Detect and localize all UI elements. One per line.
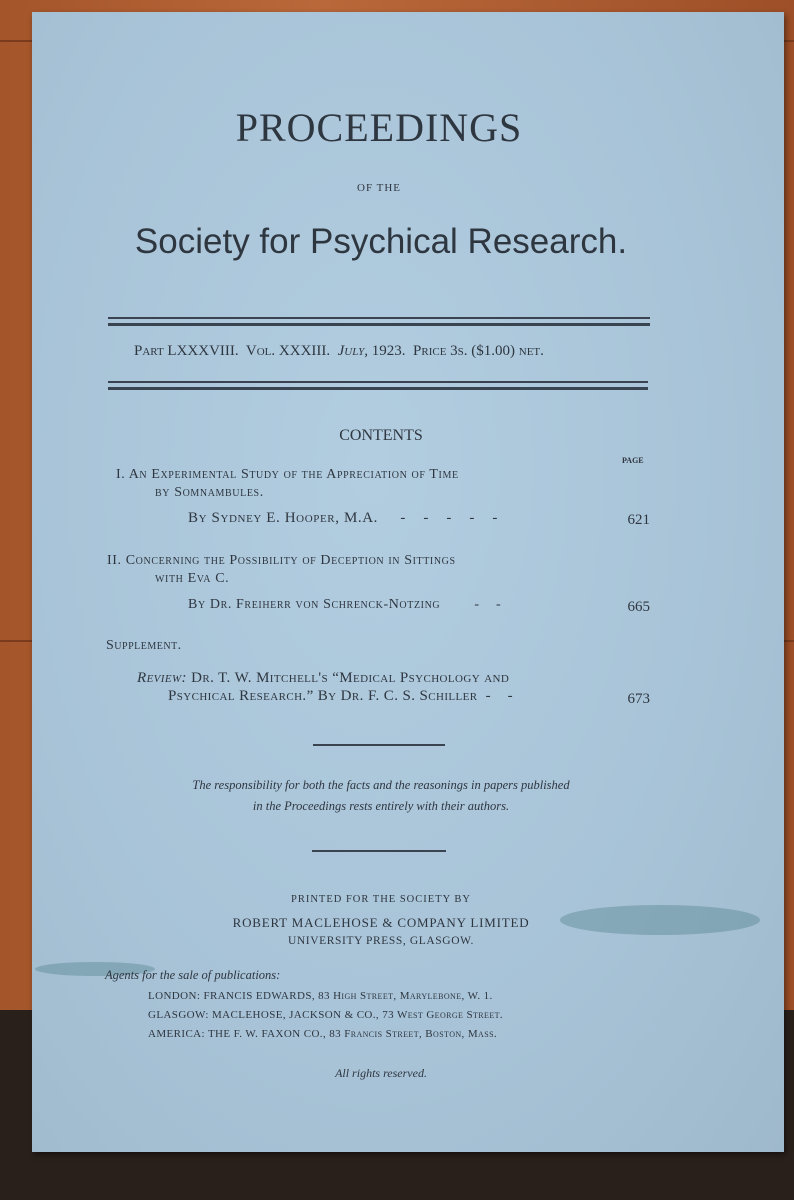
printer-line2: ROBERT MACLEHOSE & COMPANY LIMITED: [232, 915, 530, 930]
contents-item-2-title-cont: with Eva C.: [155, 571, 230, 586]
contents-item-2-title: [107, 553, 456, 569]
issue-price: Price 3s. ($1.00) net.: [413, 343, 544, 359]
society-name: Society for Psychical Research.: [134, 222, 628, 261]
agent-america: [148, 1028, 497, 1040]
item-author: By Dr. Freiherr von Schrenck-Notzing: [188, 597, 441, 612]
disclaimer-line2: in the Proceedings rests entirely with their authors.: [252, 799, 510, 813]
agent-london: [148, 990, 493, 1002]
agent-address: THE F. W. FAXON CO., 83 Francis Street, Boston, Mass.: [207, 1028, 498, 1040]
rights-notice: All rights reserved.: [335, 1066, 427, 1080]
contents-item-2-page: 665: [627, 599, 650, 615]
review-text: Psychical Research.” By Dr. F. C. S. Schiller: [168, 688, 478, 704]
contents-item-1-page: 621: [627, 512, 650, 528]
issue-line: [134, 343, 544, 360]
item-title-line: An Experimental Study of the Appreciation of Time: [128, 467, 459, 482]
supplement-review-line1: [137, 670, 509, 687]
of-the-label: OF THE: [357, 182, 401, 194]
supplement-review-line2: [168, 688, 513, 705]
page-column-label: PAGE: [622, 456, 644, 465]
contents-item-1-author: [188, 510, 498, 527]
printer-line1: PRINTED FOR THE SOCIETY BY: [290, 894, 471, 905]
dot-leaders: - - - - -: [400, 510, 498, 526]
supplement-label: Supplement.: [106, 638, 182, 653]
divider: [108, 387, 648, 390]
printer-line3: UNIVERSITY PRESS, GLASGOW.: [288, 935, 474, 947]
divider: [108, 323, 650, 326]
contents-item-1-title: [116, 467, 459, 483]
agent-address: MACLEHOSE, JACKSON & CO., 73 West George Street.: [212, 1009, 504, 1021]
agent-city: GLASGOW:: [148, 1009, 209, 1021]
disclaimer-line1: The responsibility for both the facts and the reasonings in papers published: [192, 778, 570, 792]
issue-month: July,: [337, 343, 369, 359]
divider: [108, 381, 648, 383]
contents-item-2-author: [188, 597, 501, 613]
item-numeral: II.: [107, 553, 122, 568]
dot-leaders: - -: [485, 688, 514, 704]
journal-title: PROCEEDINGS: [235, 105, 523, 150]
agent-glasgow: [148, 1009, 503, 1021]
contents-item-1-title-cont: by Somnambules.: [155, 485, 264, 500]
item-title-line: Concerning the Possibility of Deception in Sittings: [125, 553, 456, 568]
divider: [313, 744, 445, 746]
divider: [108, 317, 650, 319]
item-numeral: I.: [116, 467, 126, 482]
review-label: Review:: [137, 670, 187, 686]
divider: [312, 850, 446, 852]
item-author: By Sydney E. Hooper, M.A.: [188, 510, 379, 526]
issue-year: 1923.: [371, 343, 406, 359]
agents-heading: Agents for the sale of publications:: [105, 968, 281, 982]
dot-leaders: - -: [474, 597, 502, 612]
issue-volume: Vol. XXXIII.: [245, 343, 331, 359]
agent-address: FRANCIS EDWARDS, 83 High Street, Marylebone, W. 1.: [203, 990, 493, 1002]
agent-city: AMERICA:: [148, 1028, 205, 1040]
contents-heading: CONTENTS: [339, 427, 423, 444]
supplement-page: 673: [627, 691, 650, 707]
review-text: Dr. T. W. Mitchell's “Medical Psychology and: [191, 670, 510, 686]
agent-city: LONDON:: [148, 990, 201, 1002]
issue-part: Part LXXXVIII.: [134, 343, 239, 359]
